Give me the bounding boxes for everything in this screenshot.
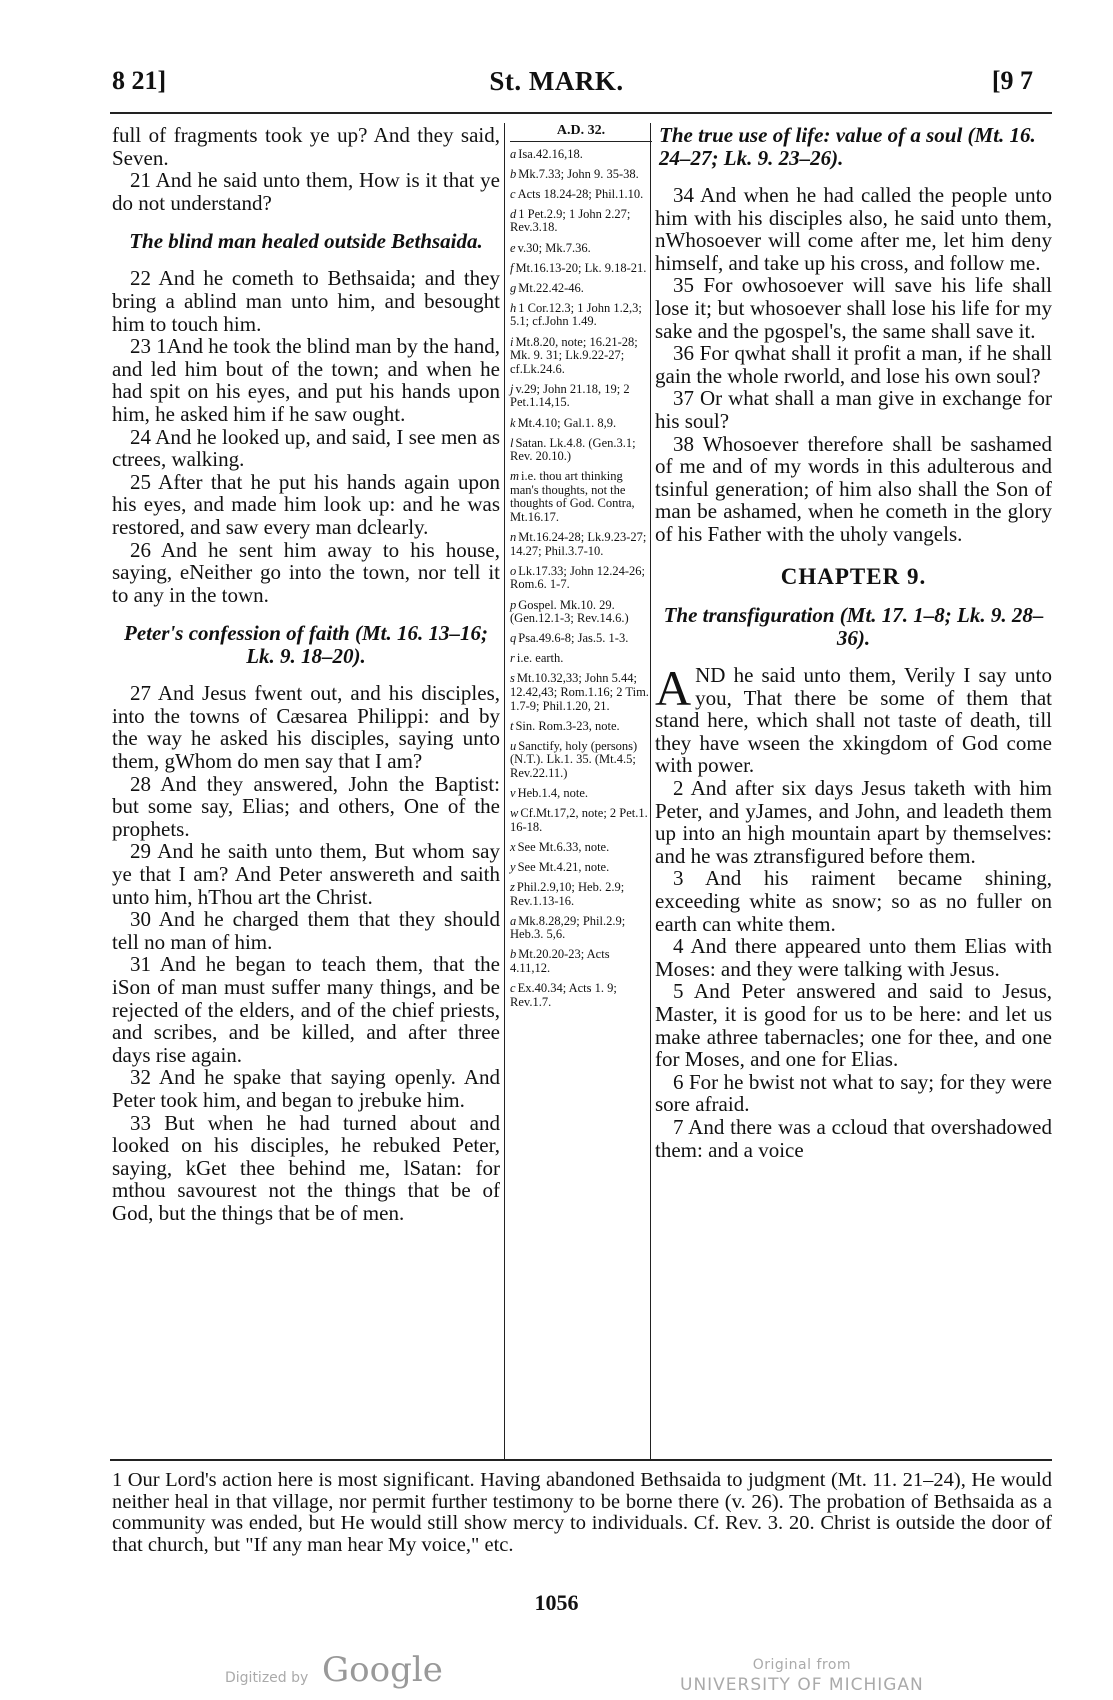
section-heading: The transfiguration (Mt. 17. 1–8; Lk. 9. 28–36). bbox=[663, 603, 1044, 651]
marginal-reference bbox=[510, 188, 652, 202]
right-para: 3 And his raiment became shining, exceeding white as snow; so as no fuller on earth can white them. bbox=[655, 866, 1052, 936]
reference-text: Mt.8.20, note; 16.21-28; Mk. 9. 31; Lk.9.22-27; cf.Lk.24.6. bbox=[510, 334, 638, 376]
chapter-heading: CHAPTER 9. bbox=[780, 563, 927, 589]
right-para: 5 And Peter answered and said to Jesus, Master, it is good for us to be here: and let us make athree tabernacles; one for thee, and one for Moses, and one for Elias. bbox=[655, 979, 1052, 1072]
reference-letter: k bbox=[510, 415, 516, 430]
marginal-reference bbox=[510, 982, 652, 1009]
reference-text: Mt.22.42-46. bbox=[518, 280, 584, 295]
section-heading: Peter's confession of faith (Mt. 16. 13–16; Lk. 9. 18–20). bbox=[124, 621, 488, 669]
left-para: 33 But when he had turned about and looked on his disciples, he rebuked Peter, saying, kGet thee behind me, lSatan: for mthou savourest not the things that be of God, but the things that be of men. bbox=[112, 1110, 500, 1225]
reference-text: Mt.4.10; Gal.1. 8,9. bbox=[517, 415, 617, 430]
marginal-reference bbox=[510, 599, 652, 626]
reference-letter: e bbox=[510, 240, 516, 255]
reference-letter: b bbox=[510, 947, 517, 962]
right-para: 2 And after six days Jesus taketh with him Peter, and yJames, and John, and leadeth them up into an high mountain apart by themselves: and he was ztransfigured before them. bbox=[655, 776, 1052, 868]
drop-cap: A bbox=[655, 660, 692, 717]
reference-letter: l bbox=[510, 435, 514, 450]
marginal-reference bbox=[510, 740, 652, 781]
column-divider-left bbox=[504, 123, 505, 1459]
reference-text: Mt.16.24-28; Lk.9.23-27; 14.27; Phil.3.7-10. bbox=[510, 530, 647, 558]
reference-letter: x bbox=[510, 839, 516, 854]
reference-text: Mt.10.32,33; John 5.44; 12.42,43; Rom.1.16; 2 Tim. 1.7-9; Phil.1.20, 21. bbox=[510, 671, 649, 713]
marginal-reference bbox=[510, 787, 652, 801]
marginal-reference bbox=[510, 720, 652, 734]
header-chapter-verse: 8 21] bbox=[112, 66, 167, 95]
marginal-reference bbox=[510, 262, 652, 276]
reference-letter: t bbox=[510, 718, 514, 733]
marginal-reference bbox=[510, 417, 652, 431]
source-credit bbox=[680, 1655, 924, 1695]
marginal-reference bbox=[510, 672, 652, 713]
reference-text: i.e. thou art thinking man's thoughts, not the thoughts of God. Contra, Mt.16.17. bbox=[510, 469, 635, 525]
left-para: full of fragments took ye up? And they said, Seven. bbox=[112, 123, 500, 170]
reference-text: v.30; Mk.7.36. bbox=[517, 240, 591, 255]
reference-text: Sanctify, holy (persons) (N.T.). Lk.1. 35. (Mt.4.5; Rev.22.11.) bbox=[510, 738, 638, 780]
reference-text: Sin. Rom.3-23, note. bbox=[515, 718, 620, 733]
right-para: 38 Whosoever therefore shall be sashamed of me and of my words in this adulterous and tsinful generation; of him also shall the Son of man be ashamed, when he cometh in the glory of his Father with the uholy vangels. bbox=[655, 431, 1052, 546]
left-para: 32 And he spake that saying openly. And Peter took him, and began to jrebuke him. bbox=[112, 1065, 500, 1112]
reference-text: Heb.1.4, note. bbox=[517, 786, 589, 801]
marginal-reference bbox=[510, 948, 652, 975]
reference-text: 1 Cor.12.3; 1 John 1.2,3; 5.1; cf.John 1.49. bbox=[510, 300, 642, 329]
marginal-reference bbox=[510, 242, 652, 256]
marginal-reference bbox=[510, 807, 652, 834]
university-label: UNIVERSITY OF MICHIGAN bbox=[680, 1675, 924, 1695]
right-para: 37 Or what shall a man give in exchange for his soul? bbox=[655, 386, 1052, 433]
digitized-by-label: Digitized by bbox=[225, 1670, 309, 1686]
reference-letter: m bbox=[510, 469, 520, 484]
reference-letter: a bbox=[510, 146, 517, 161]
footnote: 1 Our Lord's action here is most significant. Having abandoned Bethsaida to judgment (Mt. 11. 21–24), He would neither heal in that village, nor permit further testimony to be borne there (v. 26). The probation of Bethsaida as a community was ended, but He would still show mercy to individuals. Cf. Rev. 3. 20. Christ is outside the door of that church, but "If any man hear My voice," etc. bbox=[112, 1469, 1052, 1556]
reference-letter: n bbox=[510, 530, 517, 545]
reference-text: 1 Pet.2.9; 1 John 2.27; Rev.3.18. bbox=[510, 206, 631, 235]
marginal-reference bbox=[510, 565, 652, 592]
right-para: 36 For qwhat shall it profit a man, if he shall gain the whole rworld, and lose his own soul? bbox=[655, 341, 1052, 388]
marginal-reference bbox=[510, 336, 652, 377]
marginal-references-column bbox=[510, 124, 652, 1016]
right-para: 34 And when he had called the people unto him with his disciples also, he said unto them, nWhosoever will come after me, let him deny himself, and take up his cross, and follow me. bbox=[655, 183, 1052, 275]
left-text-column bbox=[112, 124, 500, 1225]
reference-letter: z bbox=[510, 880, 515, 895]
date-label: A.D. 32. bbox=[510, 124, 652, 142]
marginal-reference bbox=[510, 282, 652, 296]
left-para: 31 And he began to teach them, that the iSon of man must suffer many things, and be rejected of the elders, and of the chief priests, and scribes, and be killed, and after three days rise again. bbox=[112, 952, 500, 1067]
reference-letter: i bbox=[510, 334, 514, 349]
reference-letter: h bbox=[510, 300, 517, 315]
right-para-text: ND he said unto them, Verily I say unto you, That there be some of them that stand here, which shall not taste of death, till they have wseen the xkingdom of God come with power. bbox=[655, 663, 1052, 778]
marginal-reference bbox=[510, 437, 652, 464]
reference-letter: y bbox=[510, 859, 516, 874]
section-heading: The blind man healed outside Bethsaida. bbox=[129, 229, 483, 254]
marginal-reference bbox=[510, 148, 652, 162]
reference-letter: r bbox=[510, 651, 515, 666]
left-para: 23 1And he took the blind man by the hand, and led him bout of the town; and when he had spit on his eyes, and put his hands upon him, he asked him if he saw ought. bbox=[112, 334, 500, 426]
reference-letter: u bbox=[510, 738, 517, 753]
reference-letter: q bbox=[510, 631, 517, 646]
reference-letter: a bbox=[510, 913, 517, 928]
right-text-column bbox=[655, 124, 1052, 1161]
left-para: 25 After that he put his hands again upon his eyes, and made him look up: and he was restored, and saw every man dclearly. bbox=[112, 469, 500, 539]
right-para: 7 And there was a ccloud that overshadowed them: and a voice bbox=[655, 1114, 1052, 1162]
reference-text: Ex.40.34; Acts 1. 9; Rev.1.7. bbox=[510, 981, 617, 1009]
left-para: 27 And Jesus fwent out, and his disciples, into the towns of Cæsarea Philippi: and by the way he asked his disciples, saying unto them, gWhom do men say that I am? bbox=[112, 681, 500, 774]
reference-letter: c bbox=[510, 186, 516, 201]
left-para: 22 And he cometh to Bethsaida; and they bring a ablind man unto him, and besought him to touch him. bbox=[112, 266, 500, 336]
reference-text: See Mt.4.21, note. bbox=[517, 859, 610, 874]
reference-text: Mk.7.33; John 9. 35-38. bbox=[518, 166, 639, 181]
reference-letter: p bbox=[510, 597, 517, 612]
marginal-reference bbox=[510, 915, 652, 942]
reference-text: Psa.49.6-8; Jas.5. 1-3. bbox=[518, 631, 629, 646]
original-from-label: Original from bbox=[752, 1657, 852, 1673]
reference-text: Cf.Mt.17,2, note; 2 Pet.1. 16-18. bbox=[510, 806, 648, 834]
google-logo: Google bbox=[322, 1650, 443, 1690]
left-para: 24 And he looked up, and said, I see men as ctrees, walking. bbox=[112, 424, 500, 472]
reference-list bbox=[510, 148, 652, 1010]
reference-letter: j bbox=[510, 381, 514, 396]
left-para: 26 And he sent him away to his house, saying, eNeither go into the town, nor tell it to any in the town. bbox=[112, 537, 500, 607]
reference-text: Gospel. Mk.10. 29. (Gen.12.1-3; Rev.14.6.) bbox=[510, 597, 629, 626]
reference-text: Isa.42.16,18. bbox=[518, 146, 583, 161]
marginal-reference bbox=[510, 302, 652, 329]
marginal-reference bbox=[510, 208, 652, 235]
page-number: 1056 bbox=[534, 1590, 579, 1615]
right-para: 6 For he bwist not what to say; for they were sore afraid. bbox=[655, 1069, 1052, 1117]
footnote-rule bbox=[110, 1459, 1052, 1461]
right-para bbox=[655, 660, 1052, 778]
reference-text: Acts 18.24-28; Phil.1.10. bbox=[517, 186, 644, 201]
reference-letter: f bbox=[510, 260, 514, 275]
reference-letter: b bbox=[510, 166, 517, 181]
marginal-reference bbox=[510, 531, 652, 558]
reference-letter: c bbox=[510, 981, 516, 996]
marginal-reference bbox=[510, 168, 652, 182]
reference-text: Mk.8.28,29; Phil.2.9; Heb.3. 5,6. bbox=[510, 913, 626, 942]
marginal-reference bbox=[510, 383, 652, 410]
header-chapter-verse-right: [9 7 bbox=[991, 66, 1033, 95]
reference-letter: o bbox=[510, 563, 517, 578]
reference-text: v.29; John 21.18, 19; 2 Pet.1.14,15. bbox=[510, 381, 630, 410]
reference-letter: d bbox=[510, 206, 517, 221]
marginal-reference bbox=[510, 470, 652, 524]
reference-letter: s bbox=[510, 671, 515, 686]
marginal-reference bbox=[510, 841, 652, 855]
section-heading: The true use of life: value of a soul (Mt. 16. 24–27; Lk. 9. 23–26). bbox=[659, 123, 1036, 170]
reference-text: i.e. earth. bbox=[516, 651, 564, 666]
reference-letter: g bbox=[510, 280, 517, 295]
right-para: 35 For owhosoever will save his life shall lose it; but whosoever shall lose his life for my sake and the pgospel's, the same shall save it. bbox=[655, 273, 1052, 343]
reference-text: Mt.16.13-20; Lk. 9.18-21. bbox=[515, 260, 647, 275]
header-rule bbox=[110, 112, 1052, 114]
header-book-title: St. MARK. bbox=[489, 66, 624, 96]
left-para: 29 And he saith unto them, But whom say ye that I am? And Peter answereth and saith unto him, hThou art the Christ. bbox=[112, 839, 500, 909]
marginal-reference bbox=[510, 861, 652, 875]
reference-letter: v bbox=[510, 786, 516, 801]
left-para: 28 And they answered, John the Baptist: but some say, Elias; and others, One of the prophets. bbox=[112, 771, 500, 841]
marginal-reference bbox=[510, 881, 652, 908]
reference-text: Satan. Lk.4.8. (Gen.3.1; Rev. 20.10.) bbox=[510, 435, 636, 464]
reference-text: Phil.2.9,10; Heb. 2.9; Rev.1.13-16. bbox=[510, 880, 625, 908]
reference-text: Lk.17.33; John 12.24-26; Rom.6. 1-7. bbox=[510, 563, 645, 592]
marginal-reference bbox=[510, 652, 652, 666]
marginal-reference bbox=[510, 632, 652, 646]
reference-text: Mt.20.20-23; Acts 4.11,12. bbox=[510, 947, 610, 975]
left-para: 30 And he charged them that they should tell no man of him. bbox=[112, 907, 500, 954]
right-para: 4 And there appeared unto them Elias with Moses: and they were talking with Jesus. bbox=[655, 934, 1052, 981]
reference-text: See Mt.6.33, note. bbox=[517, 839, 610, 854]
reference-letter: w bbox=[510, 806, 519, 821]
left-para: 21 And he said unto them, How is it that ye do not understand? bbox=[112, 168, 500, 215]
